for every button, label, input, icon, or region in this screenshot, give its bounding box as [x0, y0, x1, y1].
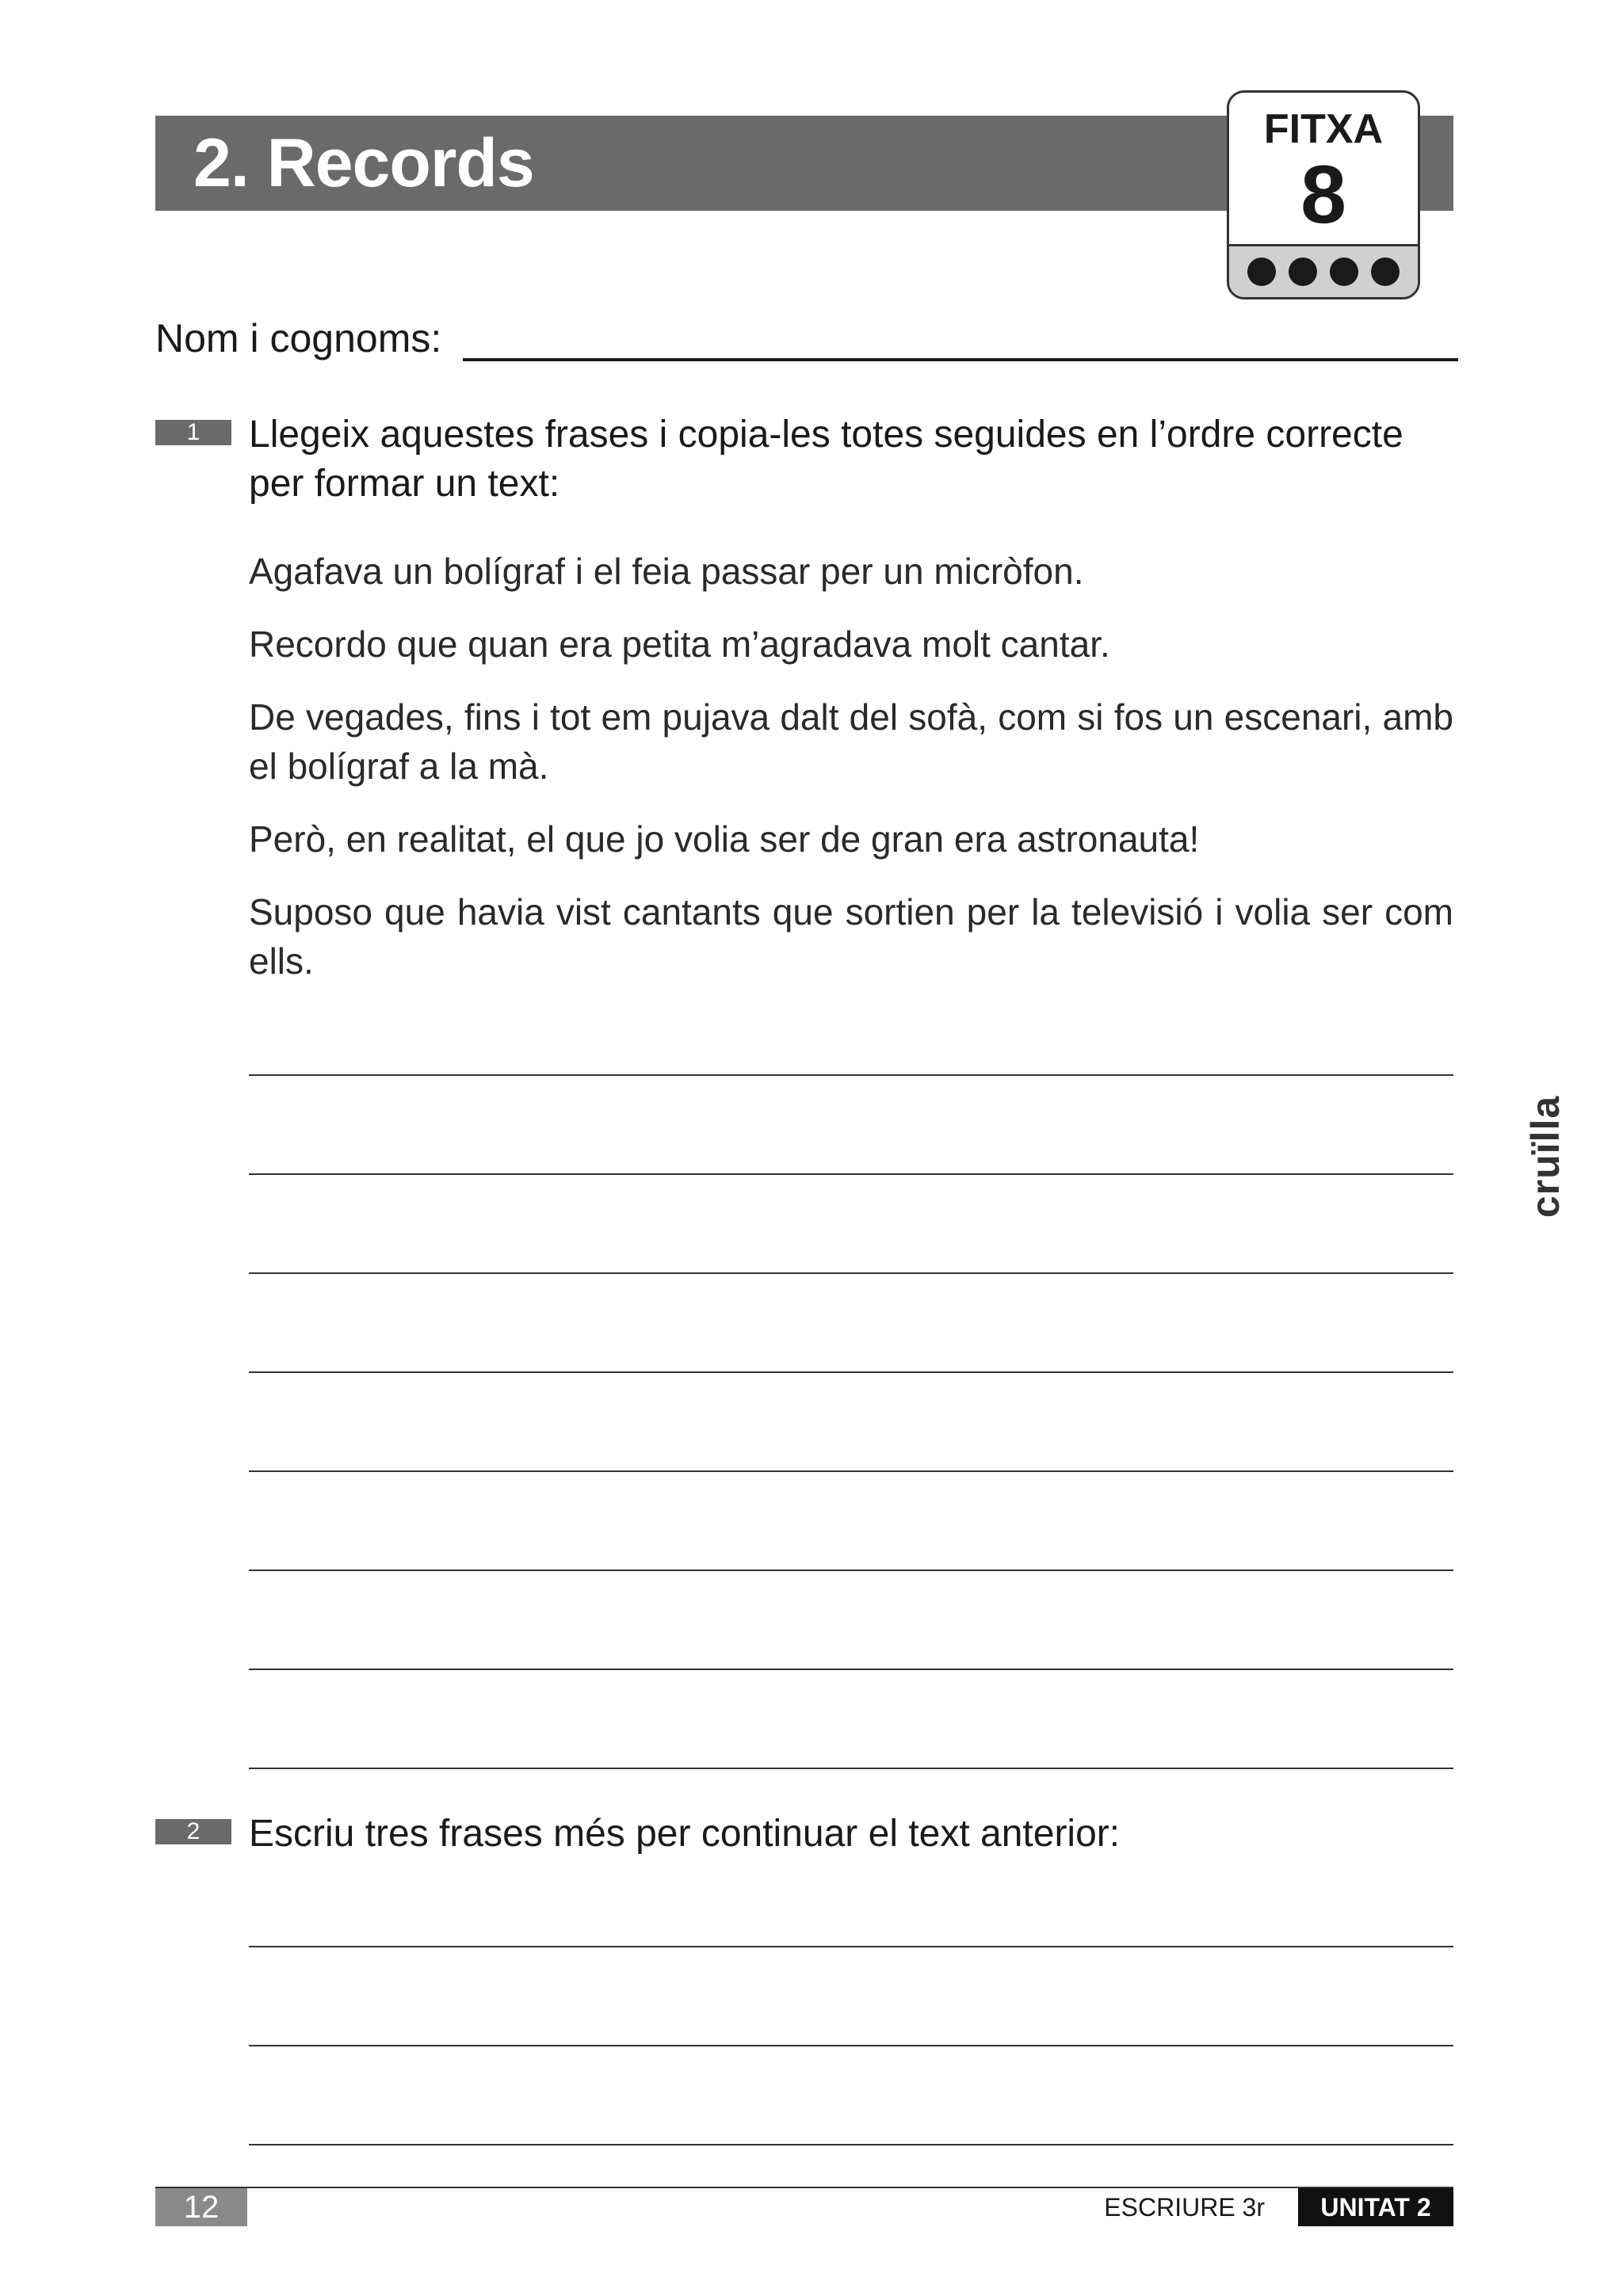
writing-line[interactable]	[249, 1074, 1453, 1076]
publisher-logo	[1522, 1062, 1569, 1252]
difficulty-dot-icon	[1330, 257, 1358, 286]
page-number: 12	[155, 2188, 247, 2226]
name-field-label: Nom i cognoms:	[155, 316, 442, 360]
exercise-1-number: 1	[155, 420, 231, 445]
exercise-2-number: 2	[155, 1819, 231, 1844]
page-title: 2. Records	[193, 125, 534, 201]
name-field-line[interactable]	[463, 358, 1458, 361]
book-title: ESCRIURE 3r	[1104, 2193, 1265, 2222]
writing-line[interactable]	[249, 1470, 1453, 1472]
writing-line[interactable]	[249, 1272, 1453, 1274]
exercise-2-instruction: Escriu tres frases més per continuar el text anterior:	[249, 1813, 1121, 1855]
fitxa-label: FITXA	[1263, 106, 1384, 152]
publisher-logo-text: cruïlla	[1523, 1095, 1568, 1219]
sentence-2: Recordo que quan era petita m’agradava molt cantar.	[249, 624, 1110, 665]
difficulty-dot-icon	[1371, 257, 1400, 286]
sentence-4: Però, en realitat, el que jo volia ser de gran era astronauta!	[249, 818, 1200, 860]
fitxa-number: 8	[1300, 149, 1346, 241]
fitxa-badge	[1227, 90, 1420, 299]
writing-line[interactable]	[249, 1371, 1453, 1373]
sentence-3: De vegades, fins i tot em pujava dalt del sofà, com si fos un escenari, amb el bolígraf a la mà.	[249, 696, 1453, 787]
sentence-5: Suposo que havia vist cantants que sortien per la televisió i volia ser com ells.	[249, 891, 1453, 982]
difficulty-dot-icon	[1247, 257, 1276, 286]
writing-line[interactable]	[249, 1173, 1453, 1175]
writing-line[interactable]	[249, 2144, 1453, 2145]
sentence-1: Agafava un bolígraf i el feia passar per un micròfon.	[249, 551, 1084, 592]
writing-line[interactable]	[249, 1946, 1453, 1947]
writing-line[interactable]	[249, 2045, 1453, 2046]
difficulty-dots	[1229, 244, 1418, 297]
difficulty-dot-icon	[1289, 257, 1317, 286]
writing-line[interactable]	[249, 1569, 1453, 1571]
unit-label: UNITAT 2	[1298, 2188, 1453, 2226]
writing-line[interactable]	[249, 1768, 1453, 1769]
footer-divider	[155, 2187, 1453, 2188]
exercise-1-instruction: Llegeix aquestes frases i copia-les totes seguides en l’ordre correcte per formar un text:	[249, 414, 1403, 505]
writing-line[interactable]	[249, 1669, 1453, 1670]
